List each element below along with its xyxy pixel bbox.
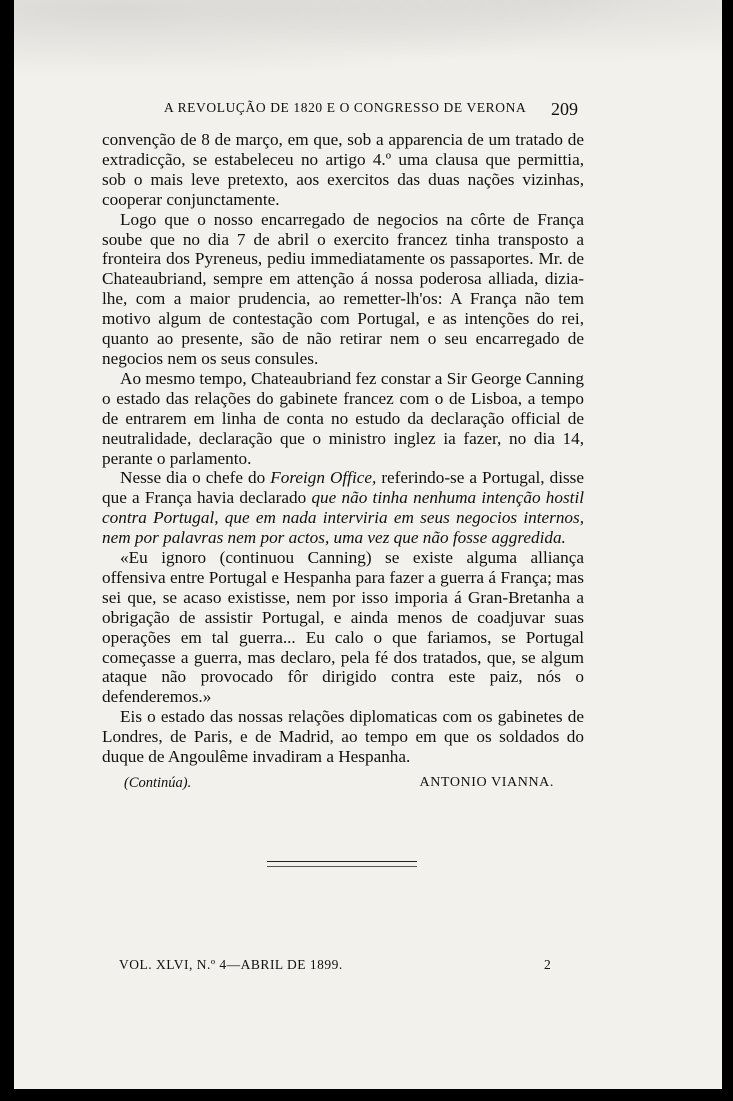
paragraph-text: Ao mesmo tempo, Chateaubriand fez constar a Sir George Canning o estado das relações do gabinete francez com o de Lisboa, a tempo de entrarem em linha de conta no estudo da declaração official de neutralidade, declaração que o ministro inglez ia fazer, no dia 14, perante o parlamento. bbox=[102, 368, 584, 468]
document-page bbox=[14, 0, 722, 1089]
paragraph-text: Logo que o nosso encarregado de negocios na côrte de França soube que no dia 7 de abril o exercito francez tinha transposto a fronteira dos Pyreneus, pediu immediatamente os passaportes. Mr. de Chateaubriand, sempre em attenção á nossa poderosa alliada, dizia-lhe, com a maior prudencia, ao remetter-lh'os: A França não tem motivo algum de contestação com Portugal, e as intenções do rei, quanto ao presente, são de não retirar nem o seu encarregado de negocios nem os seus consules. bbox=[102, 209, 584, 368]
section-divider bbox=[267, 861, 417, 867]
paragraph bbox=[102, 210, 584, 369]
running-title: A REVOLUÇÃO DE 1820 E O CONGRESSO DE VERONA bbox=[164, 100, 527, 115]
paragraph bbox=[102, 468, 584, 548]
italic-text: que não tinha nenhuma intenção hostil contra Portugal, que em nada interviria em seus negocios internos, nem por palavras nem por actos, uma vez que não fosse aggredida. bbox=[102, 488, 584, 548]
paragraph-text: Nesse dia o chefe do bbox=[120, 468, 271, 488]
paragraph-text: «Eu ignoro (continuou Canning) se existe alguma alliança offensiva entre Portugal e Hespanha para fazer a guerra á França; mas sei que, se acaso existisse, nem por isso imporia á Gran-Bretanha a obrigação de assistir Portugal, e ainda menos de coadjuvar suas operações em tal guerra... Eu calo o que fariamos, se Portugal começasse a guerra, mas declaro, pela fé dos tratados, que, se algum ataque não provocado fôr dirigido contra este paiz, nós o defenderemos.» bbox=[102, 548, 584, 707]
continua-note: (Continúa). bbox=[124, 775, 192, 791]
author-name: ANTONIO VIANNA. bbox=[419, 775, 554, 790]
paragraph-text: referindo-se a Portugal, disse que a França havia declarado bbox=[102, 468, 584, 508]
italic-text: Foreign Office, bbox=[270, 468, 377, 488]
article-body bbox=[102, 130, 584, 767]
volume-footer: VOL. XLVI, N.º 4—ABRIL DE 1899. bbox=[119, 957, 343, 972]
paragraph bbox=[102, 130, 584, 210]
paragraph-text: Eis o estado das nossas relações diplomaticas com os gabinetes de Londres, de Paris, e de Madrid, ao tempo em que os soldados do duque de Angoulême invadiram a Hespanha. bbox=[102, 707, 584, 767]
signature-mark: 2 bbox=[544, 957, 551, 972]
paragraph bbox=[102, 707, 584, 767]
paragraph-text: convenção de 8 de março, em que, sob a apparencia de um tratado de extradicção, se estabeleceu no artigo 4.º uma clausa que permittia, sob o mais leve pretexto, aos exercitos das duas nações vizinhas, cooperar conjunctamente. bbox=[102, 130, 584, 209]
paragraph bbox=[102, 548, 584, 707]
paragraph bbox=[102, 369, 584, 469]
page-number: 209 bbox=[551, 99, 578, 119]
